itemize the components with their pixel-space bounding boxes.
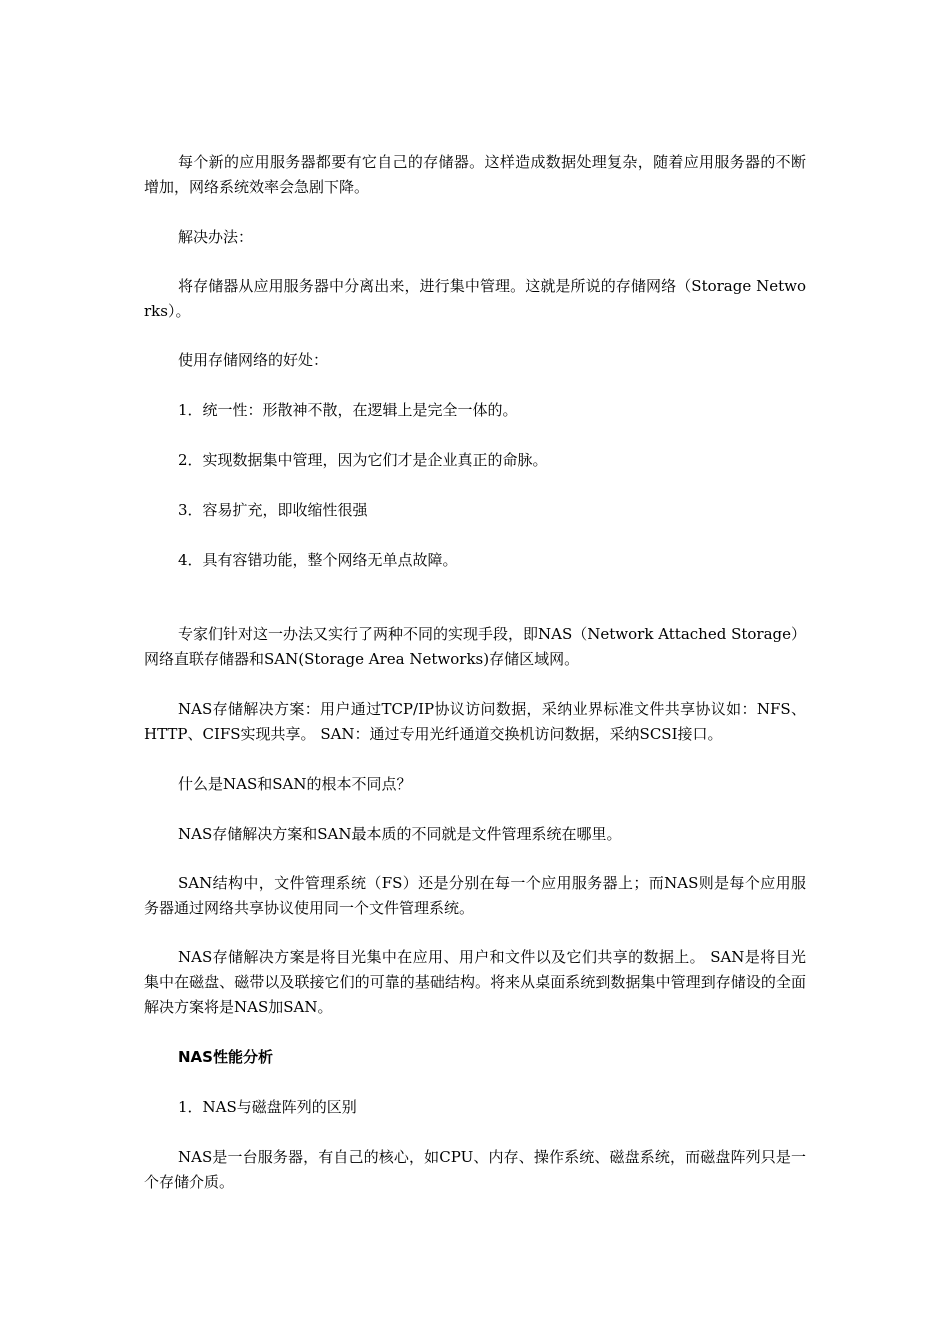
paragraph-nas-san-intro: 专家们针对这一办法又实行了两种不同的实现手段，即NAS（Network Attached Storage）网络直联存储器和SAN(Storage Area Networks)存储区域网。 bbox=[144, 625, 806, 668]
paragraph-difference-core: NAS存储解决方案和SAN最本质的不同就是文件管理系统在哪里。 bbox=[178, 825, 622, 843]
paragraph-difference-question: 什么是NAS和SAN的根本不同点？ bbox=[178, 775, 412, 793]
paragraph-intro: 每个新的应用服务器都要有它自己的存储器。这样造成数据处理复杂，随着应用服务器的不断增加，网络系统效率会急剧下降。 bbox=[144, 153, 806, 196]
paragraph-benefits-label: 使用存储网络的好处： bbox=[178, 351, 329, 369]
list-item-benefit-4: 4．具有容错功能，整个网络无单点故障。 bbox=[178, 551, 458, 569]
subsection-heading-nas-vs-disk-array: 1．NAS与磁盘阵列的区别 bbox=[178, 1098, 357, 1116]
paragraph-san-structure: SAN结构中，文件管理系统（FS）还是分别在每一个应用服务器上；而NAS则是每个应用服务器通过网络共享协议使用同一个文件管理系统。 bbox=[144, 874, 806, 917]
paragraph-solution: 将存储器从应用服务器中分离出来，进行集中管理。这就是所说的存储网络（Storage Networks）。 bbox=[144, 277, 806, 320]
paragraph-nas-san-solutions: NAS存储解决方案：用户通过TCP/IP协议访问数据，采纳业界标准文件共享协议如：NFS、HTTP、CIFS实现共享。 SAN：通过专用光纤通道交换机访问数据，采纳SCSI接口。 bbox=[144, 700, 806, 743]
paragraph-nas-focus: NAS存储解决方案是将目光集中在应用、用户和文件以及它们共享的数据上。 SAN是将目光集中在磁盘、磁带以及联接它们的可靠的基础结构。将来从桌面系统到数据集中管理到存储设的全面解决方案将是NAS加SAN。 bbox=[144, 948, 806, 1016]
section-heading-nas-performance: NAS性能分析 bbox=[178, 1048, 273, 1066]
paragraph-solution-label: 解决办法： bbox=[178, 228, 254, 246]
list-item-benefit-1: 1．统一性：形散神不散，在逻辑上是完全一体的。 bbox=[178, 401, 518, 419]
paragraph-nas-server: NAS是一台服务器，有自己的核心，如CPU、内存、操作系统、磁盘系统，而磁盘阵列只是一个存储介质。 bbox=[144, 1148, 806, 1191]
list-item-benefit-2: 2．实现数据集中管理，因为它们才是企业真正的命脉。 bbox=[178, 451, 548, 469]
list-item-benefit-3: 3．容易扩充，即收缩性很强 bbox=[178, 501, 368, 519]
